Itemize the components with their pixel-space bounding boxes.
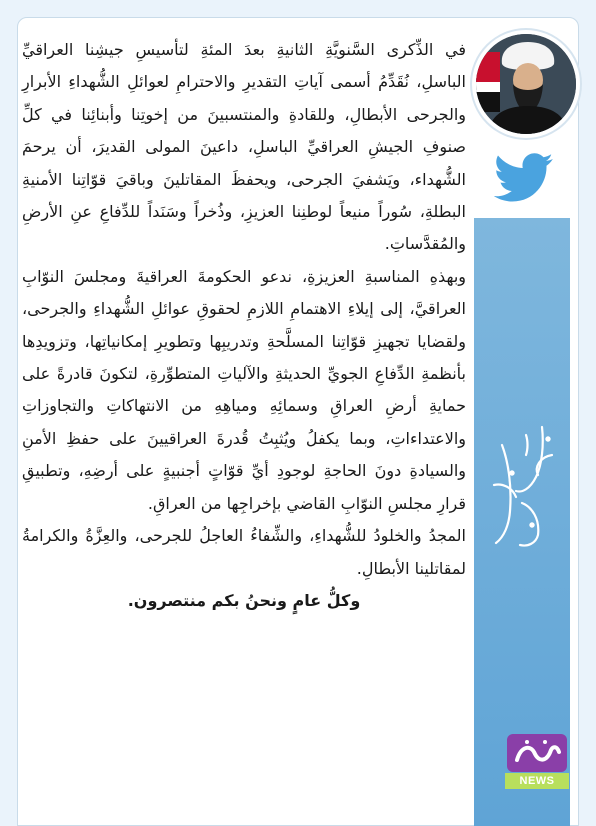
statement-paragraph-1: في الذِّكرى السَّنويَّةِ الثانيةِ بعدَ المئةِ لتأسيسِ جيشِنا العراقيِّ الباسلِ، نُقَدِّمُ أسمى آياتِ التقديرِ والاحترامِ لعوائلِ الشُّهداءِ الأبرارِ والجرحى الأبطالِ، وللقادةِ والمنتسبينَ من إخوتِنا وأبنائِنا في كلِّ صنوفِ الجيشِ العراقيِّ الباسلِ، داعينَ المولى القديرَ، أن يرحمَ الشُّهداء، ويَشفيَ الجرحى، ويحفظَ المقاتلينَ وباقيَ قوّاتِنا الأمنيةِ البطلةِ، سُوراً منيعاً لوطنِنا العزيزِ، وذُخراً وسَنَداً للدِّفاعِ عنِ الأرضِ والمُقدَّساتِ. [22,40,466,254]
news-label: NEWS [505,773,569,789]
twitter-icon [494,152,554,204]
profile-photo-icon [476,34,576,134]
profile-avatar [472,30,580,138]
statement-closing: وكلُّ عامٍ ونحنُ بكم منتصرون. [127,590,361,610]
statement-paragraph-3: المجدُ والخلودُ للشُّهداءِ، والشِّفاءُ العاجلُ للجرحى، والعِزَّةُ والكرامةُ لمقاتلينا الأبطالِ. [22,526,466,578]
statement-paragraph-2: وبهذهِ المناسبةِ العزيزةِ، ندعو الحكومةَ العراقيةَ ومجلسَ النوّابِ العراقيَّ، إلى إيلاءِ الاهتمامِ اللازمِ لحقوقِ عوائلِ الشُّهداءِ والجرحى، ولقضايا تجهيزِ قوّاتِنا المسلَّحةِ وتدريبِها وتطويرِ إمكانياتِها، وتزويدِها بأنظمةِ الدِّفاعِ الجويِّ الحديثةِ والآلياتِ المتطوِّرةِ، لتكونَ قادرةً على حمايةِ أرضِ العراقِ وسمائِهِ ومياهِهِ من الانتهاكاتِ والتجاوزاتِ والاعتداءاتِ، وبما يكفلُ ويُثبِتُ قُدرةَ العراقيينَ على حفظِ الأمنِ والسيادةِ دونَ الحاجةِ لوجودِ أيِّ قوّاتٍ أجنبيةٍ على أرضِهِ، وتطبيقِ قرارِ مجلسِ النوّابِ القاضي بإخراجِها من العراقِ. [22,266,466,513]
arabic-calligraphy-signature-icon [479,410,565,560]
statement-text [22,34,466,617]
